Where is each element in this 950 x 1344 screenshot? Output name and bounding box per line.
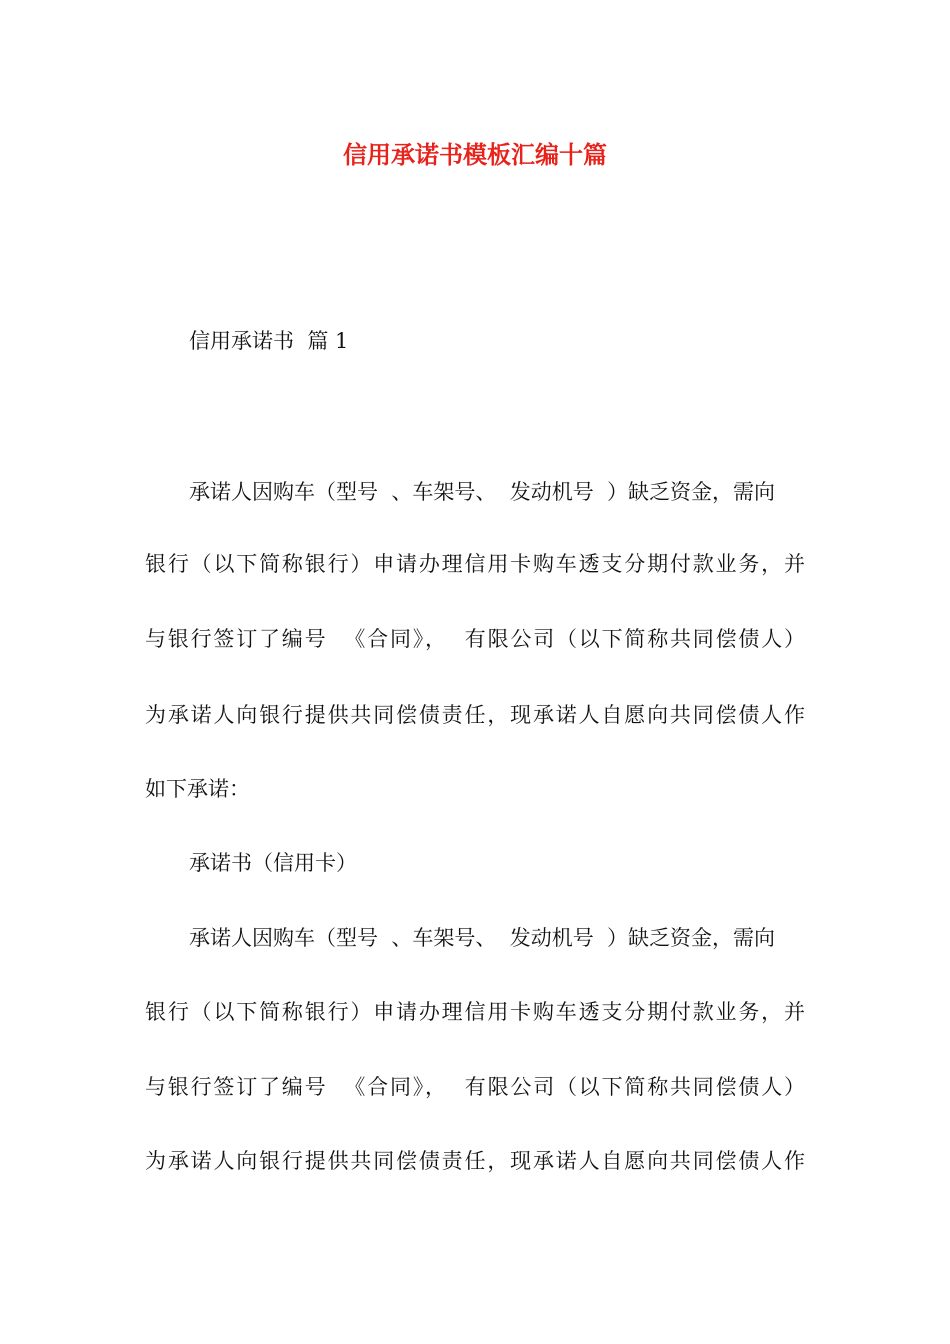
paragraph-2-line-4: 为承诺人向银行提供共同偿债责任，现承诺人自愿向共同偿债人作 (145, 1149, 805, 1173)
paragraph-1-line-5: 如下承诺： (145, 777, 250, 801)
paragraph-1-line-1: 承诺人因购车（型号 、车架号、 发动机号 ）缺乏资金，需向 (189, 480, 776, 504)
paragraph-2-line-3: 与银行签订了编号 《合同》， 有限公司（以下简称共同偿债人） (145, 1075, 805, 1099)
paragraph-1-line-3: 与银行签订了编号 《合同》， 有限公司（以下简称共同偿债人） (145, 627, 805, 651)
paragraph-1-line-4: 为承诺人向银行提供共同偿债责任，现承诺人自愿向共同偿债人作 (145, 703, 805, 727)
section-heading: 信用承诺书 篇 1 (189, 329, 349, 353)
paragraph-2-line-2: 银行（以下简称银行）申请办理信用卡购车透支分期付款业务，并 (145, 1000, 805, 1024)
document-title: 信用承诺书模板汇编十篇 (343, 140, 607, 169)
paragraph-2-line-1: 承诺人因购车（型号 、车架号、 发动机号 ）缺乏资金，需向 (189, 926, 776, 950)
subheading: 承诺书（信用卡） (189, 851, 357, 875)
paragraph-1-line-2: 银行（以下简称银行）申请办理信用卡购车透支分期付款业务，并 (145, 552, 805, 576)
